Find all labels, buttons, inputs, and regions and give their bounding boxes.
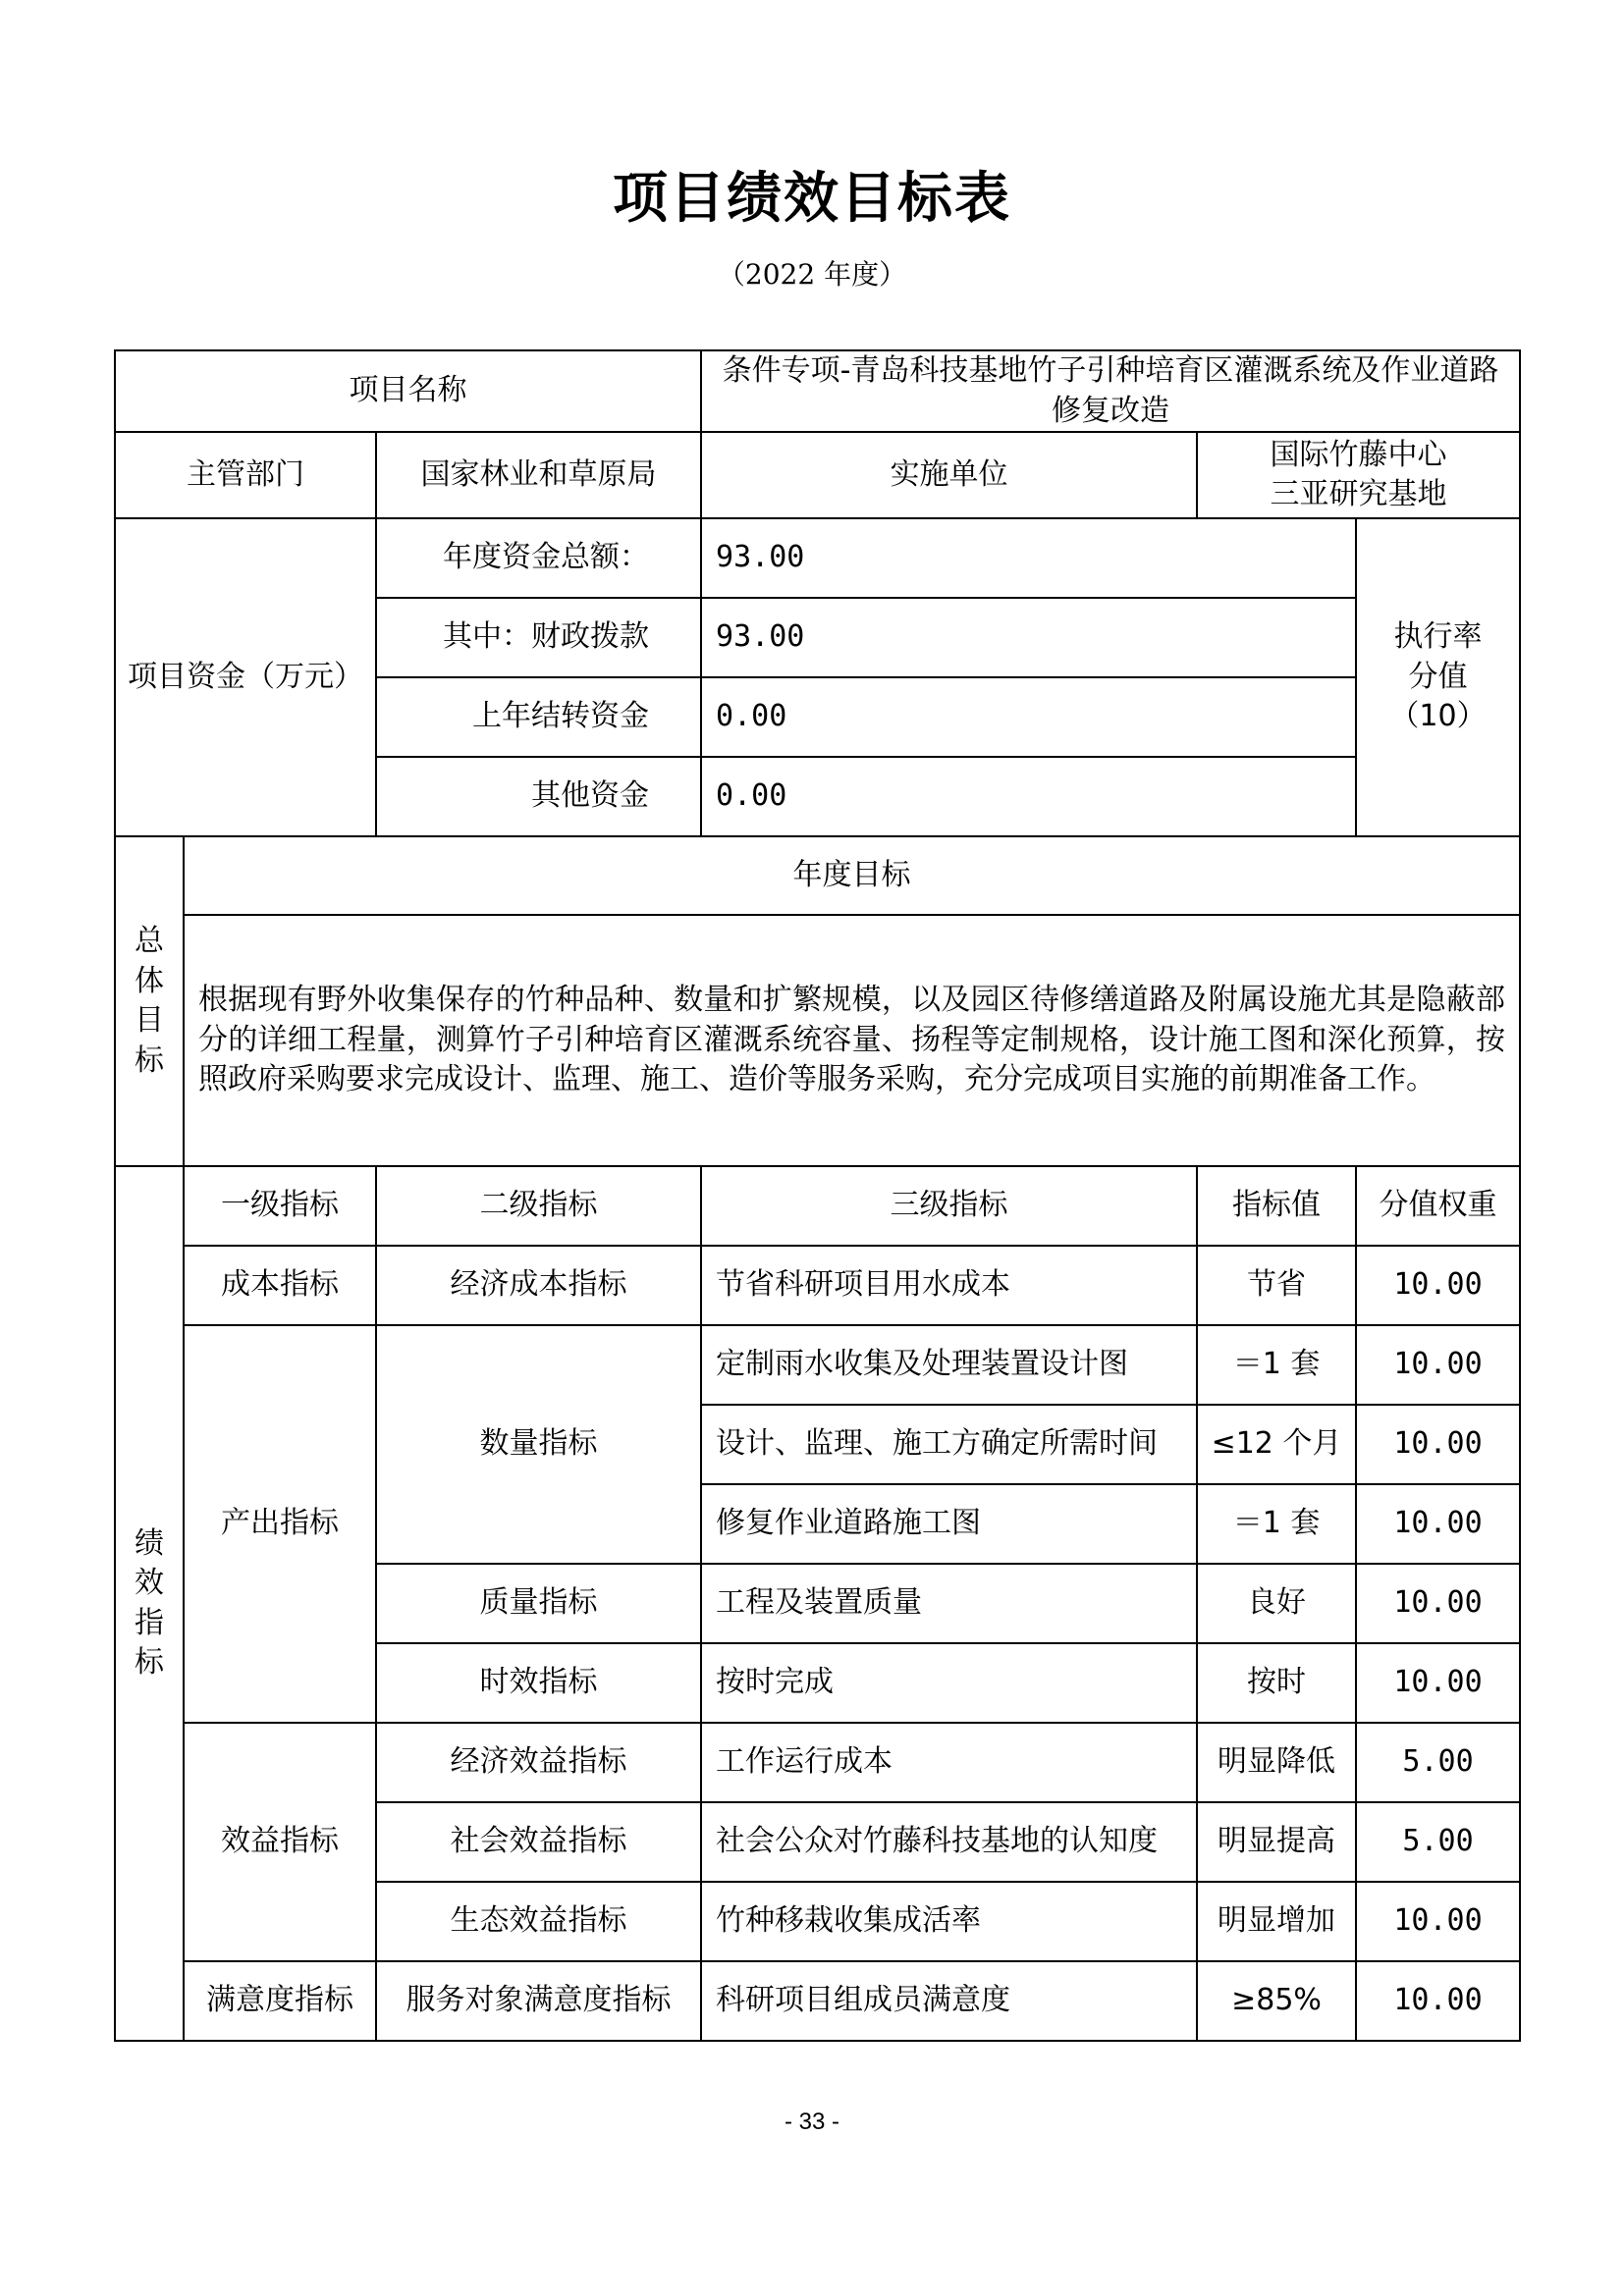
goal-side-char: 总 <box>135 924 164 958</box>
project-name-row <box>115 350 1520 432</box>
dept-label: 主管部门 <box>115 432 376 518</box>
department-row <box>115 432 1520 518</box>
perf-side-char: 指 <box>135 1605 164 1640</box>
indicator-value: 按时 <box>1197 1643 1356 1723</box>
page-subtitle: （2022 年度） <box>717 258 907 291</box>
indicator-item: 设计、监理、施工方确定所需时间 <box>701 1405 1197 1484</box>
indicator-item: 科研项目组成员满意度 <box>701 1961 1197 2041</box>
indicator-value: 节省 <box>1197 1246 1356 1325</box>
indicator-weight: 10.00 <box>1356 1325 1520 1405</box>
project-name-value: 条件专项-青岛科技基地竹子引种培育区灌溉系统及作业道路修复改造 <box>701 350 1520 432</box>
funds-row-value: 0.00 <box>701 677 1356 757</box>
indicator-item: 工作运行成本 <box>701 1723 1197 1802</box>
perf-side-char: 标 <box>135 1645 164 1680</box>
level2-econ-cost: 经济成本指标 <box>376 1246 701 1325</box>
page-number: - 33 - <box>784 2109 839 2135</box>
level1-cost: 成本指标 <box>184 1246 376 1325</box>
goal-text: 根据现有野外收集保存的竹种品种、数量和扩繁规模，以及园区待修缮道路及附属设施尤其是隐蔽部分的详细工程量，测算竹子引种培育区灌溉系统容量、扬程等定制规格，设计施工图和深化预算，按照政府采购要求完成设计、监理、施工、造价等服务采购，充分完成项目实施的前期准备工作。 <box>184 915 1520 1166</box>
indicator-item: 社会公众对竹藤科技基地的认知度 <box>701 1802 1197 1882</box>
indicator-weight: 5.00 <box>1356 1802 1520 1882</box>
indicator-weight: 10.00 <box>1356 1643 1520 1723</box>
indicator-value: 明显增加 <box>1197 1882 1356 1961</box>
indicator-value: ≥85% <box>1197 1961 1356 2041</box>
table-row <box>115 1723 1520 1802</box>
perf-side-char: 绩 <box>135 1525 164 1561</box>
perf-col-header: 指标值 <box>1197 1166 1356 1246</box>
funds-row-label: 年度资金总额： <box>376 518 701 598</box>
performance-target-table <box>114 349 1521 2042</box>
exec-rate-line3: （10） <box>1389 699 1487 734</box>
indicator-item: 竹种移栽收集成活率 <box>701 1882 1197 1961</box>
funds-row-label: 上年结转资金 <box>376 677 701 757</box>
indicator-weight: 10.00 <box>1356 1882 1520 1961</box>
goal-header-row <box>115 836 1520 915</box>
indicator-weight: 10.00 <box>1356 1405 1520 1484</box>
perf-col-header: 分值权重 <box>1356 1166 1520 1246</box>
indicator-item: 定制雨水收集及处理装置设计图 <box>701 1325 1197 1405</box>
indicator-weight: 10.00 <box>1356 1564 1520 1643</box>
funds-row-value: 0.00 <box>701 757 1356 836</box>
perf-col-header: 二级指标 <box>376 1166 701 1246</box>
perf-header-row <box>115 1166 1520 1246</box>
level1-output: 产出指标 <box>184 1325 376 1723</box>
perf-side-label <box>115 1166 184 2041</box>
indicator-item: 修复作业道路施工图 <box>701 1484 1197 1564</box>
exec-rate-cell <box>1356 518 1520 836</box>
funds-row-label: 其中：财政拨款 <box>376 598 701 677</box>
indicator-item: 按时完成 <box>701 1643 1197 1723</box>
indicator-weight: 10.00 <box>1356 1484 1520 1564</box>
indicator-value: 明显降低 <box>1197 1723 1356 1802</box>
exec-rate-line1: 执行率 <box>1393 619 1483 655</box>
indicator-value: ≤12 个月 <box>1197 1405 1356 1484</box>
impl-value <box>1197 432 1520 518</box>
exec-rate-line2: 分值 <box>1408 659 1468 694</box>
table-row <box>115 1961 1520 2041</box>
level2-eco-benefit: 生态效益指标 <box>376 1882 701 1961</box>
goal-side-char: 体 <box>135 963 164 998</box>
goal-header: 年度目标 <box>184 836 1520 915</box>
indicator-weight: 10.00 <box>1356 1246 1520 1325</box>
level2-service-sat: 服务对象满意度指标 <box>376 1961 701 2041</box>
level2-timeliness: 时效指标 <box>376 1643 701 1723</box>
indicator-value: ＝1 套 <box>1197 1325 1356 1405</box>
level2-quantity: 数量指标 <box>376 1325 701 1564</box>
indicator-value: 明显提高 <box>1197 1802 1356 1882</box>
indicator-item: 工程及装置质量 <box>701 1564 1197 1643</box>
dept-value: 国家林业和草原局 <box>376 432 701 518</box>
indicator-value: ＝1 套 <box>1197 1484 1356 1564</box>
impl-label: 实施单位 <box>701 432 1197 518</box>
funds-label: 项目资金（万元） <box>115 518 376 836</box>
indicator-item: 节省科研项目用水成本 <box>701 1246 1197 1325</box>
impl-value-line1: 国际竹藤中心 <box>1270 437 1447 472</box>
level2-econ-benefit: 经济效益指标 <box>376 1723 701 1802</box>
level1-benefit: 效益指标 <box>184 1723 376 1961</box>
table-row <box>115 1246 1520 1325</box>
indicator-value: 良好 <box>1197 1564 1356 1643</box>
perf-side-char: 效 <box>135 1566 164 1600</box>
funds-row-value: 93.00 <box>701 518 1356 598</box>
funds-row-value: 93.00 <box>701 598 1356 677</box>
impl-value-line2: 三亚研究基地 <box>1270 477 1447 511</box>
level2-social-benefit: 社会效益指标 <box>376 1802 701 1882</box>
indicator-weight: 10.00 <box>1356 1961 1520 2041</box>
page-title: 项目绩效目标表 <box>613 167 1011 231</box>
level2-quality: 质量指标 <box>376 1564 701 1643</box>
goal-side-label <box>115 836 184 1166</box>
table-row <box>115 1325 1520 1405</box>
project-name-label: 项目名称 <box>115 350 701 432</box>
level1-satisfaction: 满意度指标 <box>184 1961 376 2041</box>
perf-col-header: 一级指标 <box>184 1166 376 1246</box>
perf-col-header: 三级指标 <box>701 1166 1197 1246</box>
goal-side-char: 目 <box>135 1003 164 1038</box>
goal-text-row <box>115 915 1520 1166</box>
goal-side-char: 标 <box>135 1042 164 1078</box>
funds-row-label: 其他资金 <box>376 757 701 836</box>
indicator-weight: 5.00 <box>1356 1723 1520 1802</box>
funds-row <box>115 518 1520 598</box>
